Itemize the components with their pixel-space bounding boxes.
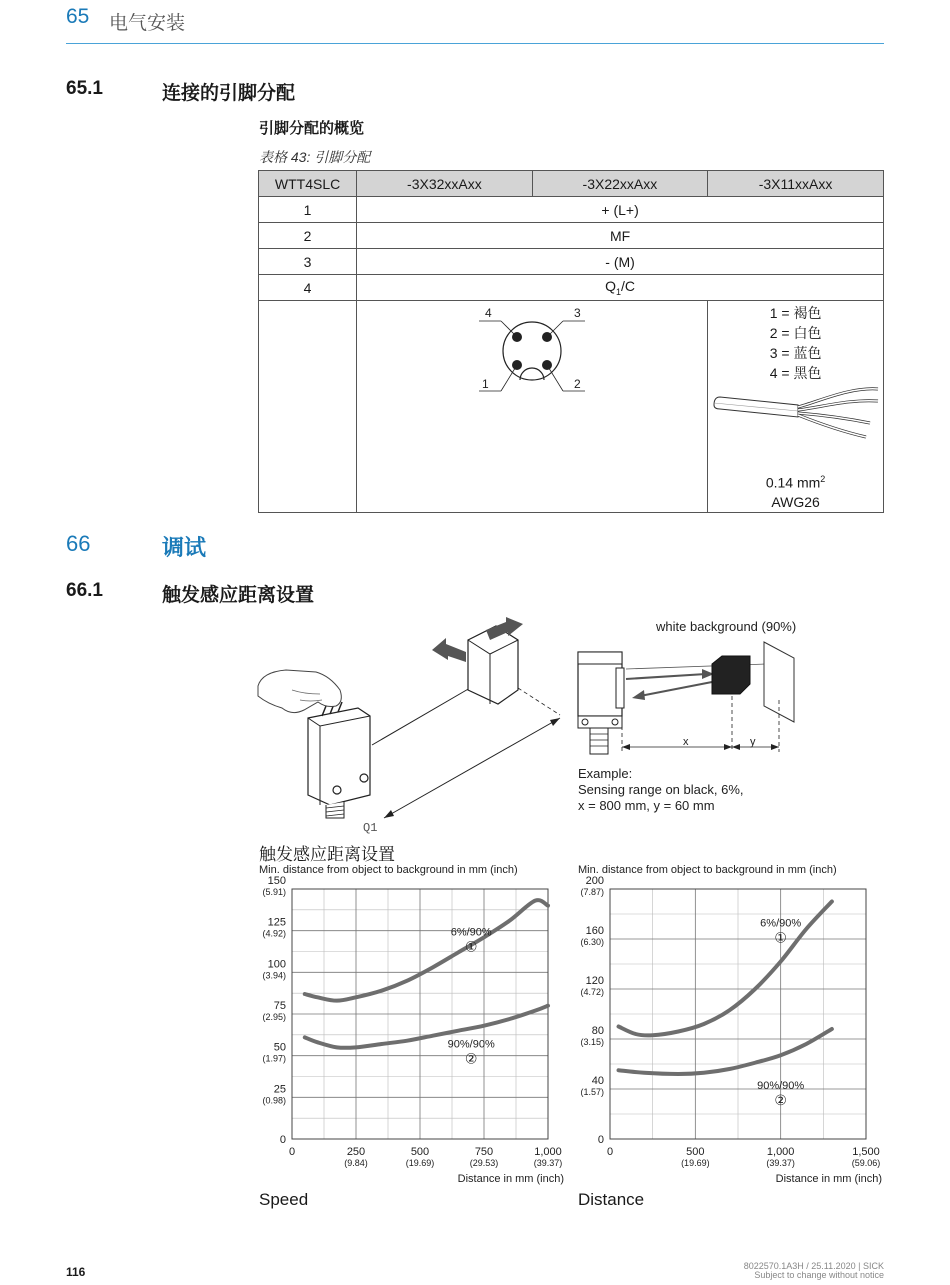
connector-outline — [503, 322, 561, 380]
y-tick-sublabel: (1.57) — [580, 1087, 604, 1097]
x-tick-sublabel: (29.53) — [469, 1158, 499, 1168]
m8-connector-diagram — [357, 301, 707, 411]
wire-color-item: 1 = 褐色 — [769, 305, 822, 321]
wire-cell — [708, 301, 884, 513]
chart-title: Min. distance from object to background in mm (inch) — [259, 864, 518, 876]
pin-cell: 4 — [259, 275, 357, 301]
distance-arrow — [384, 718, 560, 818]
y-tick-label: 80 — [591, 1025, 604, 1037]
output-label: Q1 — [363, 821, 378, 835]
empty-cell — [259, 301, 357, 513]
graph-title: 触发感应距离设置 — [259, 845, 395, 864]
chapter-66-title: 调试 — [162, 535, 207, 560]
wire-cross-section — [708, 470, 883, 493]
table-row-diagram — [259, 301, 884, 513]
y-tick-label: 160 — [585, 925, 604, 937]
x-tick-label: 750 — [474, 1146, 494, 1158]
doc-id: 8022570.1A3H / 25.11.2020 | SICK — [743, 1261, 884, 1271]
y-tick-label: 0 — [597, 1134, 604, 1146]
series-marker: ② — [464, 1051, 478, 1068]
y-tick-label: 150 — [267, 875, 286, 887]
chapter-number: 65 — [66, 5, 90, 28]
y-tick-label: 0 — [279, 1134, 286, 1146]
pin-1-label: 1 — [482, 377, 489, 391]
background-label: white background (90%) — [656, 619, 797, 634]
x-tick-sublabel: (19.69) — [405, 1158, 435, 1168]
y-tick-label: 125 — [267, 916, 286, 929]
y-tick-sublabel: (1.97) — [262, 1053, 286, 1064]
doc-notice: Subject to change without notice — [754, 1270, 884, 1280]
series-marker: ① — [774, 930, 787, 947]
arrow-head — [550, 718, 560, 726]
x-tick-sublabel: (19.69) — [681, 1158, 710, 1168]
doc-reference — [744, 1262, 884, 1280]
y-tick-sublabel: (3.15) — [580, 1037, 604, 1047]
hand-icon — [258, 670, 341, 713]
x-tick-sublabel: (9.84) — [344, 1158, 368, 1168]
signal-cell: + (L+) — [357, 197, 884, 223]
series-line-2 — [305, 1006, 548, 1051]
dashed-line — [518, 688, 560, 715]
section-66-1-title: 触发感应距离设置 — [162, 585, 315, 606]
section-number: 65.1 — [66, 78, 103, 99]
section-title: 连接的引脚分配 — [162, 83, 296, 104]
black-target — [712, 656, 750, 694]
y-tick-label: 200 — [585, 875, 604, 887]
wire-cross-section-sup: 2 — [820, 474, 826, 484]
signal-rest: /C — [621, 278, 636, 295]
y-tick-sublabel: (5.91) — [262, 887, 286, 897]
header-divider — [66, 43, 884, 44]
example-line-1: Sensing range on black, 6%, — [578, 782, 744, 797]
signal-subscript: 1 — [616, 286, 622, 297]
y-tick-sublabel: (2.95) — [262, 1012, 286, 1022]
series-line-1 — [305, 900, 548, 1001]
beam-arrow — [632, 690, 645, 700]
wire-cross-section-value: 0.14 mm — [765, 474, 821, 491]
y-tick-sublabel: (0.98) — [262, 1095, 286, 1106]
table-caption: 表格 43: 引脚分配 — [259, 149, 371, 165]
series-marker: ② — [774, 1093, 787, 1109]
dim-arrow — [622, 744, 630, 750]
chart-caption-distance: Distance — [578, 1190, 645, 1209]
x-tick-label: 0 — [606, 1146, 614, 1158]
cable-illustration — [710, 383, 882, 453]
signal-cell: - (M) — [357, 249, 884, 275]
y-label: y — [750, 736, 756, 748]
dim-arrow — [724, 744, 732, 750]
x-label: x — [683, 736, 689, 748]
y-tick-sublabel: (6.30) — [580, 937, 604, 947]
pin-3-label: 3 — [574, 306, 581, 320]
table-row — [259, 223, 884, 249]
wire-color-item: 2 = 白色 — [769, 325, 822, 341]
y-tick-label: 75 — [273, 1000, 286, 1012]
x-tick-sublabel: (59.06) — [851, 1158, 881, 1168]
y-tick-label: 25 — [273, 1083, 286, 1096]
pin-cell: 3 — [259, 249, 357, 275]
sensor-left — [308, 702, 370, 818]
pin-3-leader — [547, 321, 563, 337]
x-tick-label: 500 — [410, 1146, 430, 1158]
table-header-row — [259, 171, 884, 197]
wire-color-item: 4 = 黑色 — [769, 365, 822, 381]
dim-arrow — [732, 744, 740, 750]
move-arrow-icon — [432, 638, 466, 662]
y-tick-label: 120 — [585, 975, 604, 987]
x-tick-label: 0 — [288, 1146, 296, 1158]
x-tick-label: 1,000 — [766, 1146, 795, 1158]
arrow-head — [384, 810, 394, 818]
y-tick-label: 50 — [273, 1041, 286, 1054]
chapter-title: 电气安装 — [109, 13, 186, 34]
table-row — [259, 197, 884, 223]
x-tick-label: 250 — [346, 1146, 366, 1158]
signal-cell: MF — [357, 223, 884, 249]
x-tick-label: 500 — [686, 1146, 705, 1158]
beam-line — [372, 688, 470, 745]
table-row — [259, 249, 884, 275]
pin-cell: 1 — [259, 197, 357, 223]
reflected-beam — [640, 682, 712, 696]
pin-4-leader — [501, 321, 517, 337]
y-tick-sublabel: (7.87) — [580, 887, 604, 897]
x-axis-label: Distance in mm (inch) — [457, 1173, 564, 1185]
table-header-cell: -3X22xxAxx — [532, 171, 708, 197]
series-label: 6%/90% — [450, 926, 492, 939]
x-tick-sublabel: (39.37) — [766, 1158, 795, 1168]
y-tick-sublabel: (3.94) — [262, 970, 286, 981]
wire-color-list — [708, 301, 883, 383]
y-tick-sublabel: (4.72) — [580, 987, 604, 997]
wire-color-item: 3 = 蓝色 — [769, 345, 822, 361]
pin-2-label: 2 — [574, 377, 581, 391]
series-label: 90%/90% — [757, 1080, 805, 1092]
x-tick-label: 1,500 — [852, 1146, 880, 1158]
teach-in-illustration — [250, 612, 860, 837]
y-tick-label: 100 — [267, 958, 286, 971]
section-66-1-number: 66.1 — [66, 580, 103, 601]
table-row — [259, 275, 884, 301]
chart-distance — [572, 858, 890, 1188]
sensor-right — [578, 652, 624, 754]
x-tick-sublabel: (39.37) — [533, 1158, 563, 1168]
emitted-beam — [626, 674, 706, 679]
signal-main: Q — [605, 278, 617, 295]
table-header-cell: -3X11xxAxx — [708, 171, 884, 197]
example-line-2: x = 800 mm, y = 60 mm — [578, 798, 715, 813]
example-title: Example: — [578, 766, 633, 781]
y-tick-sublabel: (4.92) — [262, 928, 286, 939]
x-tick-label: 1,000 — [534, 1146, 562, 1158]
series-label: 90%/90% — [447, 1038, 495, 1051]
series-label: 6%/90% — [760, 917, 802, 930]
chart-caption-speed: Speed — [259, 1190, 309, 1209]
pin-assignment-table — [258, 170, 884, 513]
pin-cell: 2 — [259, 223, 357, 249]
subsection-title: 引脚分配的概览 — [259, 120, 365, 137]
connector-diagram-cell — [357, 301, 708, 513]
table-header-cell: -3X32xxAxx — [357, 171, 533, 197]
x-axis-label: Distance in mm (inch) — [775, 1173, 882, 1185]
chart-title: Min. distance from object to background in mm (inch) — [578, 864, 837, 876]
series-marker: ① — [464, 939, 478, 956]
dim-arrow — [771, 744, 779, 750]
y-tick-label: 40 — [591, 1075, 604, 1087]
pin-4-label: 4 — [485, 306, 492, 320]
table-header-cell: WTT4SLC — [259, 171, 357, 197]
page-number: 116 — [66, 1265, 86, 1279]
wire-gauge: AWG26 — [771, 493, 820, 510]
chart-speed — [250, 858, 570, 1188]
signal-cell — [357, 275, 884, 301]
chapter-66-number: 66 — [66, 531, 91, 556]
